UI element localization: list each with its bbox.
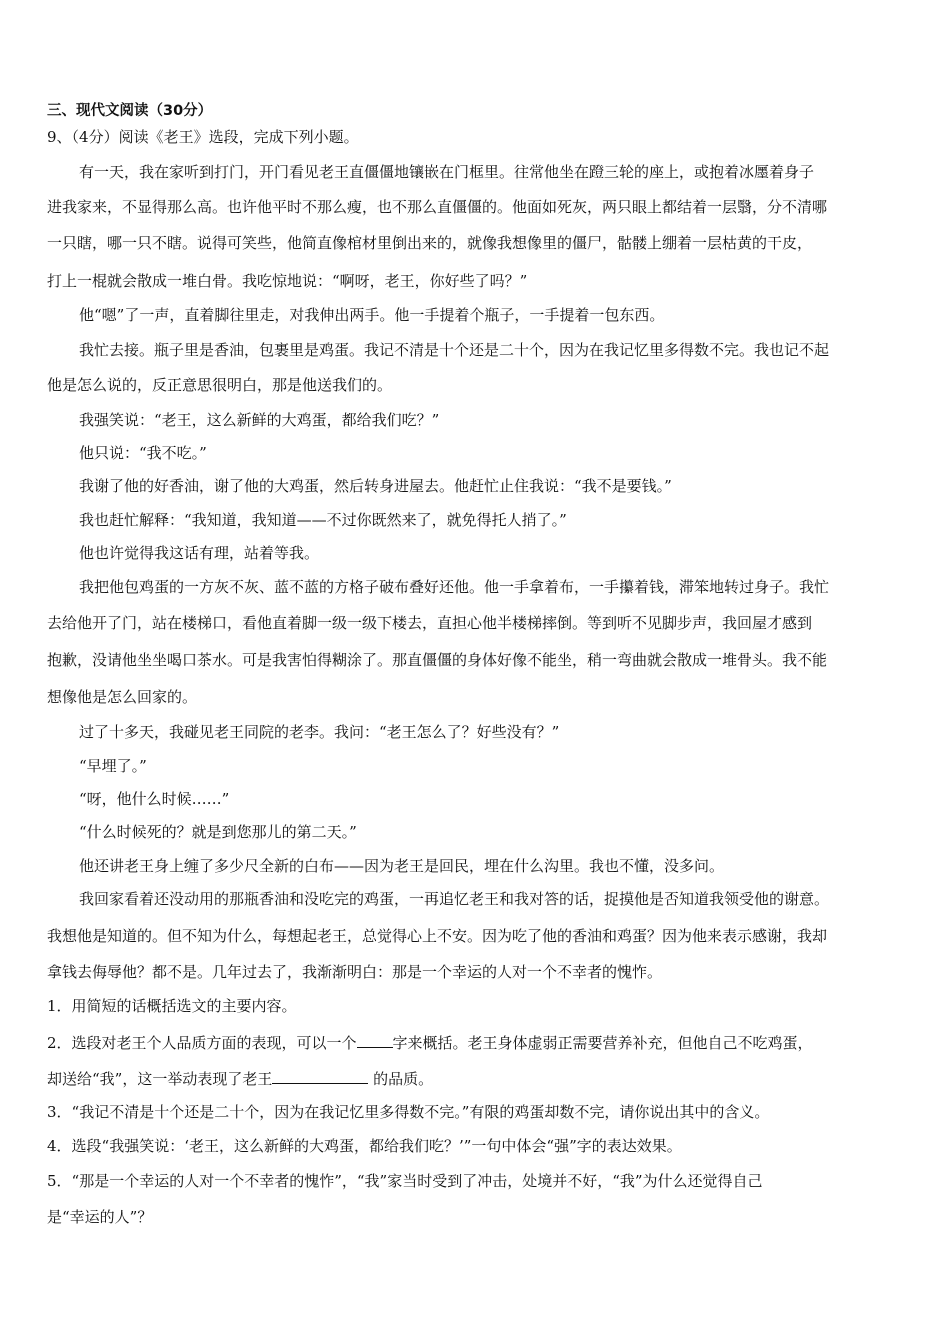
question-5-line-1: 5．“那是一个幸运的人对一个不幸者的愧怍”，“我”家当时受到了冲击，处境并不好，“我”为什么还觉得自己 [47, 1172, 763, 1190]
passage-line: “呀，他什么时候……” [79, 790, 230, 808]
passage-line: “早埋了。” [79, 757, 147, 775]
question-2-line-2 [47, 1068, 433, 1089]
passage-line: 我把他包鸡蛋的一方灰不灰、蓝不蓝的方格子破布叠好还他。他一手拿着布，一手攥着钱，滞笨地转过身子。我忙 [79, 578, 830, 596]
passage-line: 想像他是怎么回家的。 [47, 688, 198, 706]
passage-line: 拿钱去侮辱他？都不是。几年过去了，我渐渐明白：那是一个幸运的人对一个不幸者的愧怍。 [47, 963, 663, 981]
passage-line: 打上一棍就会散成一堆白骨。我吃惊地说：“啊呀，老王，你好些了吗？” [47, 272, 528, 290]
question-2-line-1 [47, 1032, 813, 1053]
passage-line: 他是怎么说的，反正意思很明白，那是他送我们的。 [47, 376, 393, 394]
passage-line: 他只说：“我不吃。” [79, 444, 207, 462]
passage-line: 他还讲老王身上缠了多少尺全新的白布——因为老王是回民，埋在什么沟里。我也不懂，没多问。 [79, 857, 725, 875]
passage-line: 我忙去接。瓶子里是香油，包裹里是鸡蛋。我记不清是十个还是二十个，因为在我记忆里多得数不完。我也记不起 [79, 341, 830, 359]
question-intro: 9、（4分）阅读《老王》选段，完成下列小题。 [47, 128, 359, 146]
passage-line: 过了十多天，我碰见老王同院的老李。我问：“老王怎么了？好些没有？” [79, 723, 560, 741]
question-4: 4．选段“我强笑说：‘老王，这么新鲜的大鸡蛋，都给我们吃？’”一句中体会“强”字的表达效果。 [47, 1137, 682, 1155]
passage-line: 他“嗯”了一声，直着脚往里走，对我伸出两手。他一手提着个瓶子，一手提着一包东西。 [79, 306, 665, 324]
answer-blank-2[interactable] [272, 1068, 368, 1084]
passage-line: 我谢了他的好香油，谢了他的大鸡蛋，然后转身进屋去。他赶忙止住我说：“我不是要钱。” [79, 477, 672, 495]
passage-line: 去给他开了门，站在楼梯口，看他直着脚一级一级下楼去，直担心他半楼梯摔倒。等到听不见脚步声，我回屋才感到 [47, 614, 813, 632]
answer-blank-1[interactable] [357, 1032, 393, 1048]
passage-line: 一只瞎，哪一只不瞎。说得可笑些，他简直像棺材里倒出来的，就像我想像里的僵尸，骷髅上绷着一层枯黄的干皮， [47, 234, 813, 252]
passage-line: 进我家来，不显得那么高。也许他平时不那么瘦，也不那么直僵僵的。他面如死灰，两只眼上都结着一层翳，分不清哪 [47, 198, 828, 216]
question-5-line-2: 是“幸运的人”？ [47, 1208, 153, 1226]
passage-line: 他也许觉得我这话有理，站着等我。 [79, 544, 320, 562]
section-title: 三、现代文阅读（30分） [47, 103, 213, 119]
question-2-text: 的品质。 [368, 1070, 434, 1088]
passage-line: 抱歉，没请他坐坐喝口茶水。可是我害怕得糊涂了。那直僵僵的身体好像不能坐，稍一弯曲就会散成一堆骨头。我不能 [47, 651, 828, 669]
passage-line: 有一天，我在家听到打门，开门看见老王直僵僵地镶嵌在门框里。往常他坐在蹬三轮的座上，或抱着冰㕓着身子 [79, 163, 815, 181]
passage-line: 我强笑说：“老王，这么新鲜的大鸡蛋，都给我们吃？” [79, 411, 440, 429]
passage-line: “什么时候死的？就是到您那儿的第二天。” [79, 823, 357, 841]
question-3: 3．“我记不清是十个还是二十个，因为在我记忆里多得数不完。”有限的鸡蛋却数不完，请你说出其中的含义。 [47, 1103, 770, 1121]
question-1: 1．用简短的话概括选文的主要内容。 [47, 997, 297, 1015]
passage-line: 我想他是知道的。但不知为什么，每想起老王，总觉得心上不安。因为吃了他的香油和鸡蛋？因为他来表示感谢，我却 [47, 927, 828, 945]
question-2-text: 字来概括。老王身体虚弱正需要营养补充，但他自己不吃鸡蛋， [392, 1034, 813, 1052]
passage-line: 我回家看着还没动用的那瓶香油和没吃完的鸡蛋，一再追忆老王和我对答的话，捉摸他是否知道我领受他的谢意。 [79, 890, 830, 908]
question-2-text: 却送给“我”，这一举动表现了老王 [47, 1070, 273, 1088]
passage-line: 我也赶忙解释：“我知道，我知道——不过你既然来了，就免得托人捎了。” [79, 511, 567, 529]
question-2-text: 2．选段对老王个人品质方面的表现，可以一个 [47, 1034, 357, 1052]
